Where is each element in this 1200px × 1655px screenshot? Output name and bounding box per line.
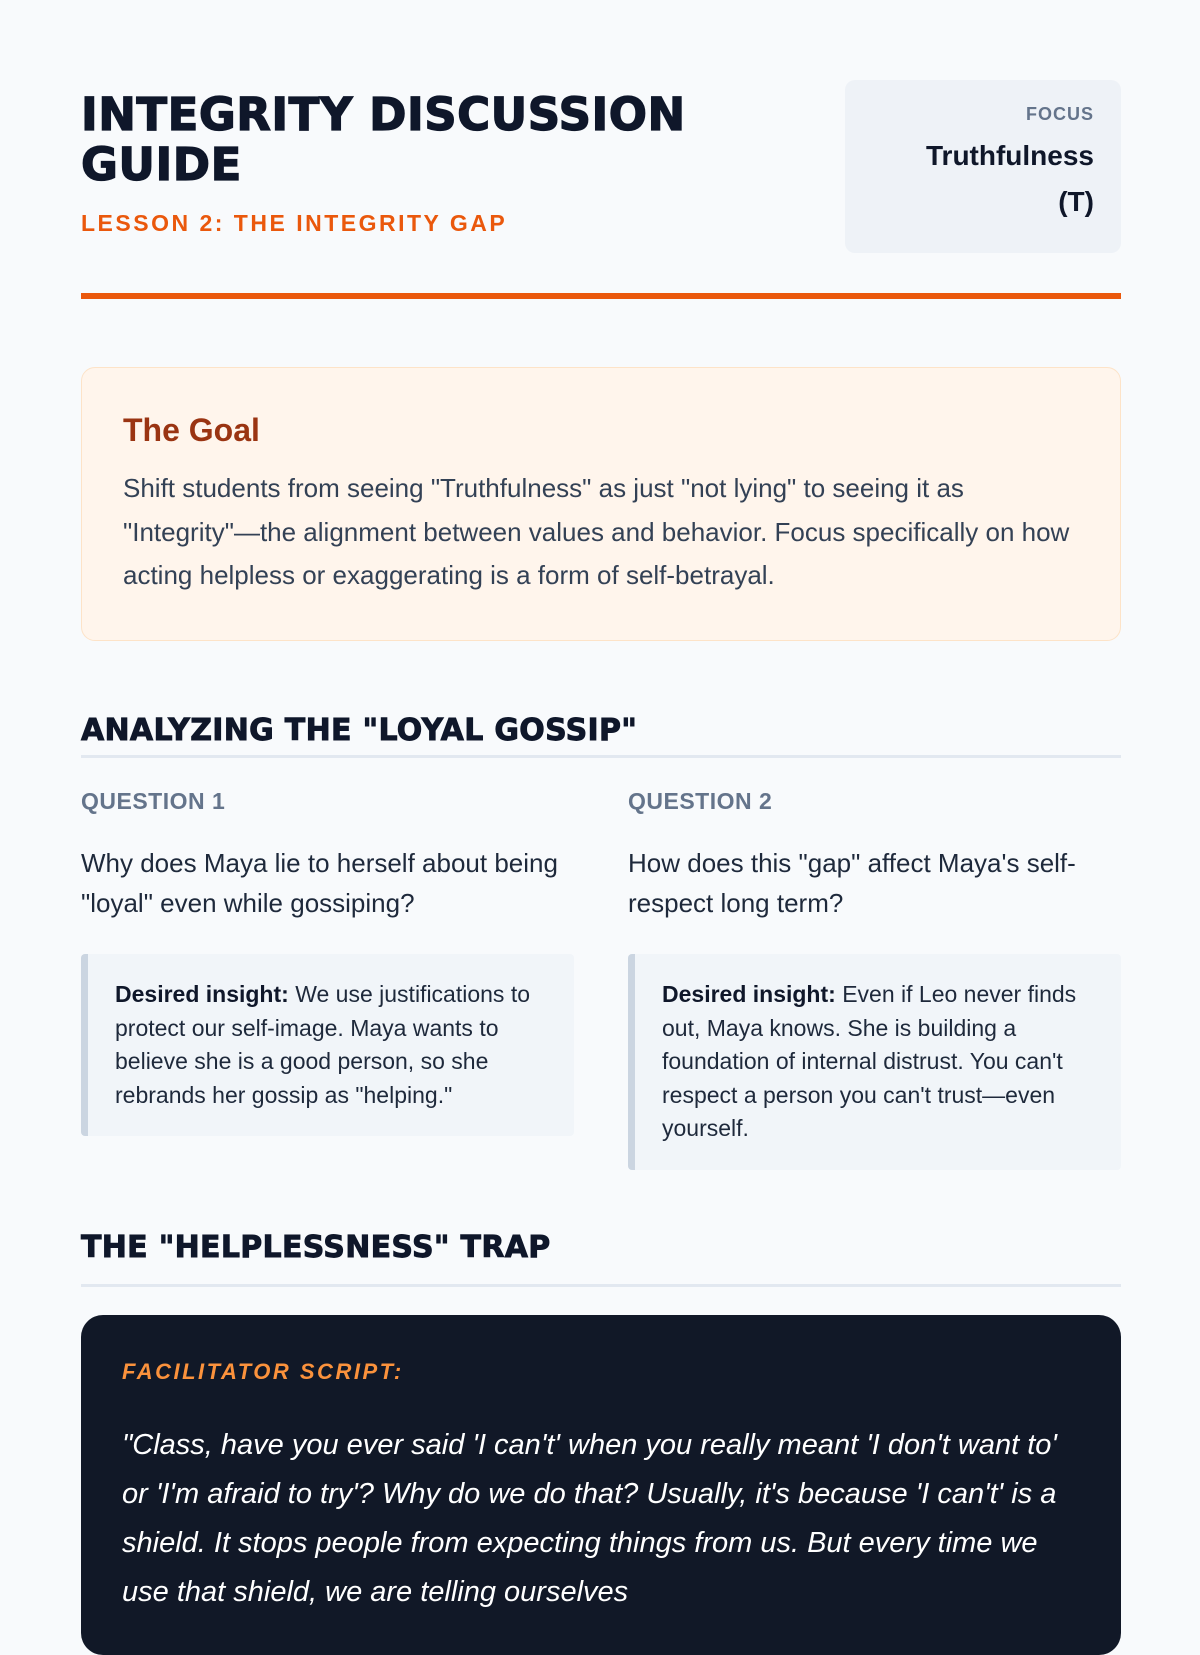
focus-value: Truthfulness (T) — [925, 140, 1094, 217]
goal-title: The Goal — [123, 412, 260, 448]
question-label: QUESTION 1 — [81, 788, 226, 814]
script-label: FACILITATOR SCRIPT: — [122, 1359, 404, 1384]
question-card-1 — [81, 783, 574, 1136]
focus-label: FOCUS — [1026, 104, 1094, 124]
section-divider — [81, 1284, 1121, 1287]
page-header — [81, 80, 1121, 255]
insight-label: Desired insight: — [115, 981, 289, 1007]
desired-insight — [628, 954, 1121, 1170]
insight-text: Even if Leo never finds out, Maya knows. She is building a foundation of internal distrust. You can't respect a person you can't trust—even yourself. — [662, 981, 1077, 1141]
question-text: Why does Maya lie to herself about being "loyal" even while gossiping? — [81, 848, 558, 918]
section-divider — [81, 755, 1121, 758]
question-card-2 — [628, 783, 1121, 1170]
page-title: INTEGRITY DISCUSSION GUIDE — [81, 88, 686, 191]
focus-card — [845, 80, 1121, 253]
desired-insight — [81, 954, 574, 1136]
script-text: "Class, have you ever said 'I can't' when you really meant 'I don't want to' or 'I'm afraid to try'? Why do we do that? Usually, it's because 'I can't' is a shield. It stops people from expecting things from us. But every time we use that shield, we are telling ourselves — [122, 1429, 1057, 1608]
header-divider — [81, 293, 1121, 299]
lesson-subtitle: LESSON 2: THE INTEGRITY GAP — [81, 210, 508, 236]
insight-label: Desired insight: — [662, 981, 836, 1007]
question-label: QUESTION 2 — [628, 788, 773, 814]
facilitator-script-card — [81, 1315, 1121, 1655]
goal-text: Shift students from seeing "Truthfulness" as just "not lying" to seeing it as "Integrity"—the alignment between values and behavior. Focus specifically on how acting helpless or exaggerating is a form of self-betrayal. — [123, 473, 1070, 590]
section-title-helplessness: THE "HELPLESSNESS" TRAP — [81, 1230, 551, 1265]
question-text: How does this "gap" affect Maya's self-respect long term? — [628, 848, 1076, 918]
insight-text: We use justifications to protect our self-image. Maya wants to believe she is a good person, so she rebrands her gossip as "helping." — [115, 981, 530, 1108]
section-title-loyal-gossip: ANALYZING THE "LOYAL GOSSIP" — [81, 713, 638, 748]
goal-card — [81, 367, 1121, 641]
